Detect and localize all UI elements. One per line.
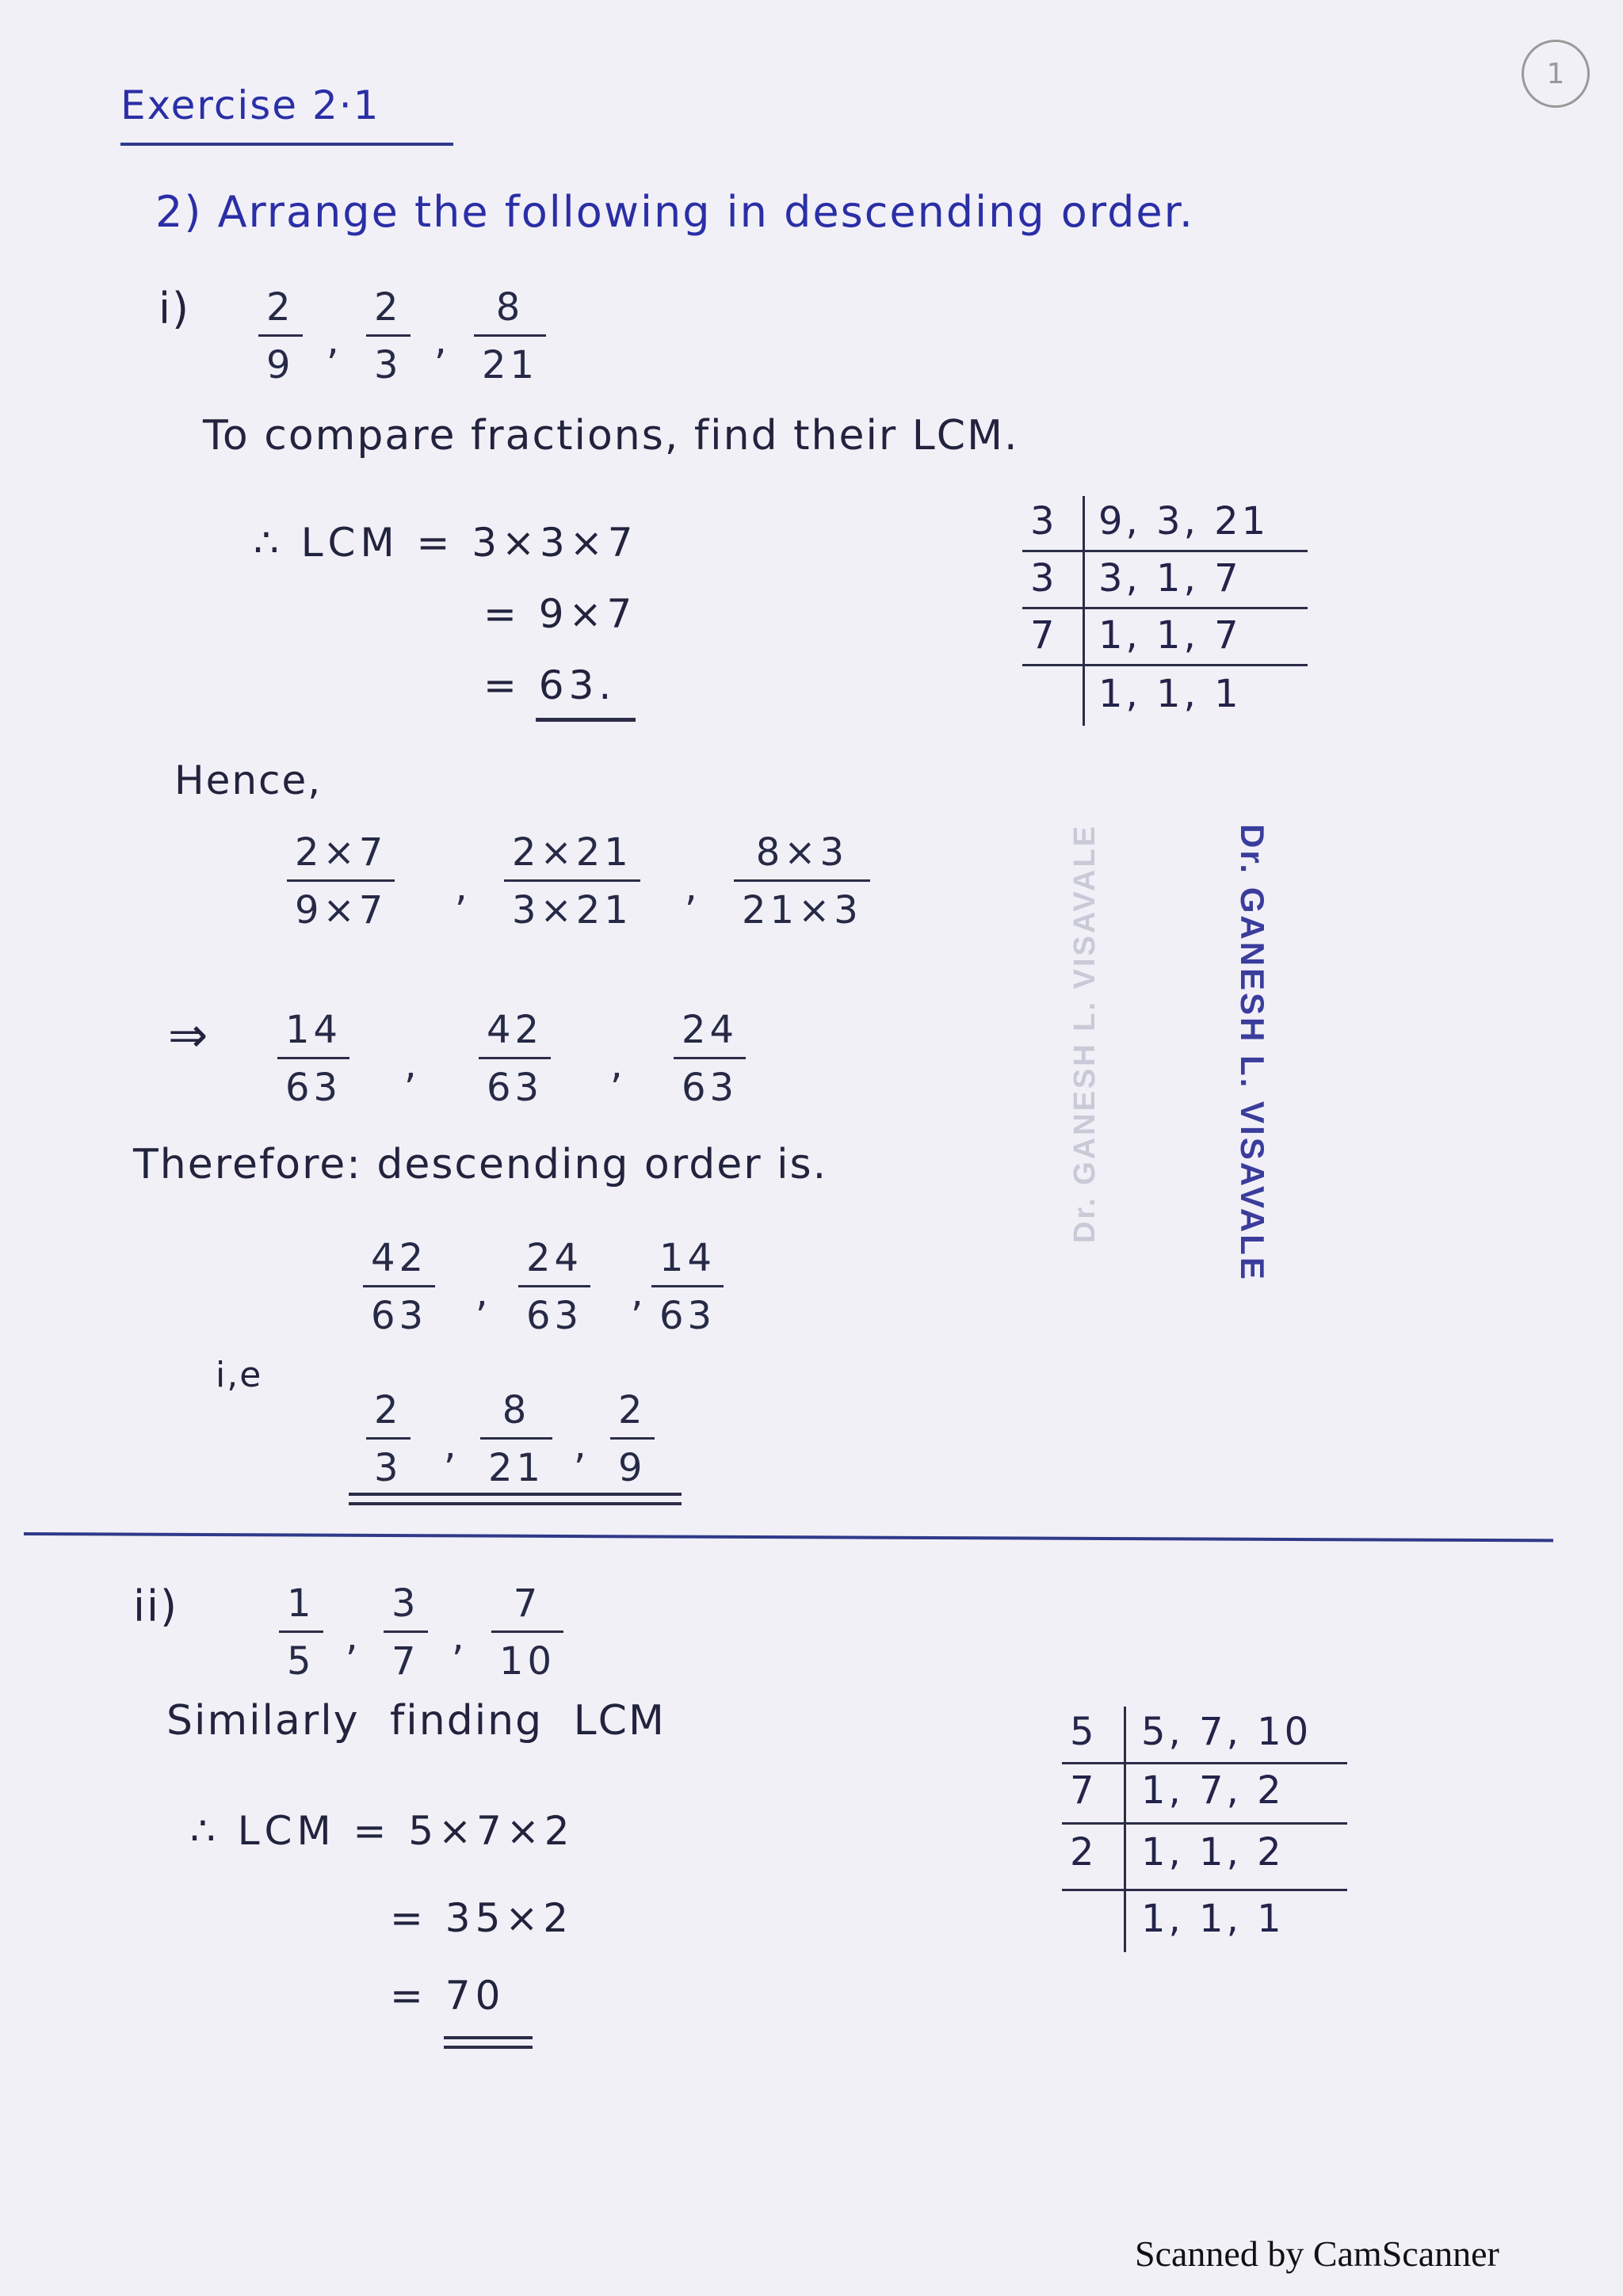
p2-ladder-vals-3: 1, 1, 2 (1141, 1830, 1285, 1875)
p1-mult-1: 2×7 9×7 (287, 830, 395, 933)
p1-mult-3: 8×3 21×3 (734, 830, 870, 933)
p2-ladder-vals-1: 5, 7, 10 (1141, 1710, 1312, 1754)
p2-lcm-underline-2 (444, 2046, 533, 2049)
p1-answer-underline-2 (349, 1502, 682, 1505)
p1-lcm-ladder (1022, 496, 1323, 734)
p2-lcm-line-2: = 35×2 (390, 1895, 574, 1941)
p1-lcm-line-3: = 63. (483, 662, 617, 708)
p1-lcm-line-2: = 9×7 (483, 591, 637, 637)
p1-mult-2: 2×21 3×21 (504, 830, 640, 933)
p1-lcm-underline (536, 718, 636, 722)
p1-frac-3: 8 21 (474, 285, 546, 387)
p1-ordered-1: 42 63 (363, 1236, 435, 1338)
p1-intro: To compare fractions, find their LCM. (203, 412, 1019, 460)
p2-frac-3: 7 10 (491, 1581, 563, 1684)
watermark-signature: Dr. GANESH L. VISAVALE (1234, 824, 1271, 1282)
p1-conv-1: 14 63 (277, 1008, 349, 1110)
p1-lcm-line-1: ∴ LCM = 3×3×7 (254, 520, 638, 566)
p2-frac-1: 1 5 (279, 1581, 323, 1684)
p1-hence: Hence, (174, 757, 323, 803)
p2-lcm-ladder (1062, 1707, 1363, 1960)
p1-ie: i,e (216, 1355, 263, 1395)
p1-ladder-vals-4: 1, 1, 1 (1098, 672, 1242, 716)
p1-conv-3: 24 63 (674, 1008, 746, 1110)
p1-answer-underline-1 (349, 1493, 682, 1496)
p1-ordered-3: 14 63 (651, 1236, 724, 1338)
p2-ladder-div-1: 5 (1070, 1710, 1098, 1754)
page-number: 1 (1546, 57, 1565, 90)
p1-ladder-vals-1: 9, 3, 21 (1098, 499, 1270, 543)
page-number-circle (1522, 40, 1590, 108)
p1-ordered-2: 24 63 (518, 1236, 590, 1338)
part2-label: ii) (133, 1581, 179, 1631)
p2-ladder-div-2: 7 (1070, 1768, 1098, 1813)
p1-answer-2: 8 21 (480, 1388, 552, 1490)
p2-ladder-vals-2: 1, 7, 2 (1141, 1768, 1285, 1813)
scanner-footer: Scanned by CamScanner (1135, 2233, 1499, 2274)
watermark-faint: Dr. GANESH L. VISAVALE (1068, 824, 1102, 1244)
p1-ladder-div-2: 3 (1030, 556, 1058, 601)
p1-ladder-div-1: 3 (1030, 499, 1058, 543)
exercise-header: Exercise 2·1 (120, 82, 380, 128)
p2-frac-2: 3 7 (384, 1581, 428, 1684)
section-divider (24, 1532, 1553, 1542)
p2-ladder-vals-4: 1, 1, 1 (1141, 1897, 1285, 1941)
p1-therefore: Therefore: descending order is. (133, 1141, 828, 1188)
p1-frac-1: 2 9 (258, 285, 303, 387)
p1-implies: ⇒ (168, 1008, 210, 1063)
p2-lcm-line-1: ∴ LCM = 5×7×2 (190, 1808, 575, 1854)
p1-ladder-div-3: 7 (1030, 613, 1058, 658)
part1-label: i) (158, 284, 191, 334)
scanned-page: 1 Exercise 2·1 2) Arrange the following in descending order. i) 2 9 , 2 3 , 8 21 To compare fractions, find their LCM. ∴ LCM = 3×3×7 = 9×7 = 63. 3 9, 3, 21 3 3, 1, 7 7 1, 1, 7 1, 1, 1 Hence, 2×7 9×7 , 2×21 3×21 , 8×3 21×3 ⇒ 14 63 , 42 63 , 24 63 Therefore: descending order is. 42 63 , 24 63 , 14 63 i,e 2 3 , 8 21 , 2 9 ii) 1 5 , 3 7 , 7 10 Similarly finding LCM ∴ LCM = 5×7×2 = 35×2 = 70 5 5, 7, 10 7 1, 7, 2 2 1, 1, 2 1, 1, 1 Dr. GANESH L. VISAVALE Dr. GANESH L. VISAVALE Scanned by CamScanner (0, 0, 1623, 2296)
question-text: 2) Arrange the following in descending order. (155, 187, 1194, 237)
p1-frac-2: 2 3 (366, 285, 411, 387)
header-underline (120, 143, 453, 146)
p2-intro: Similarly finding LCM (166, 1697, 666, 1745)
p1-answer-1: 2 3 (366, 1388, 411, 1490)
p1-ladder-vals-3: 1, 1, 7 (1098, 613, 1242, 658)
p1-ladder-vals-2: 3, 1, 7 (1098, 556, 1242, 601)
p2-lcm-line-3: = 70 (390, 1973, 506, 2019)
p1-answer-3: 2 9 (610, 1388, 655, 1490)
p2-lcm-underline-1 (444, 2036, 533, 2039)
p2-ladder-div-3: 2 (1070, 1830, 1098, 1875)
p1-conv-2: 42 63 (479, 1008, 551, 1110)
